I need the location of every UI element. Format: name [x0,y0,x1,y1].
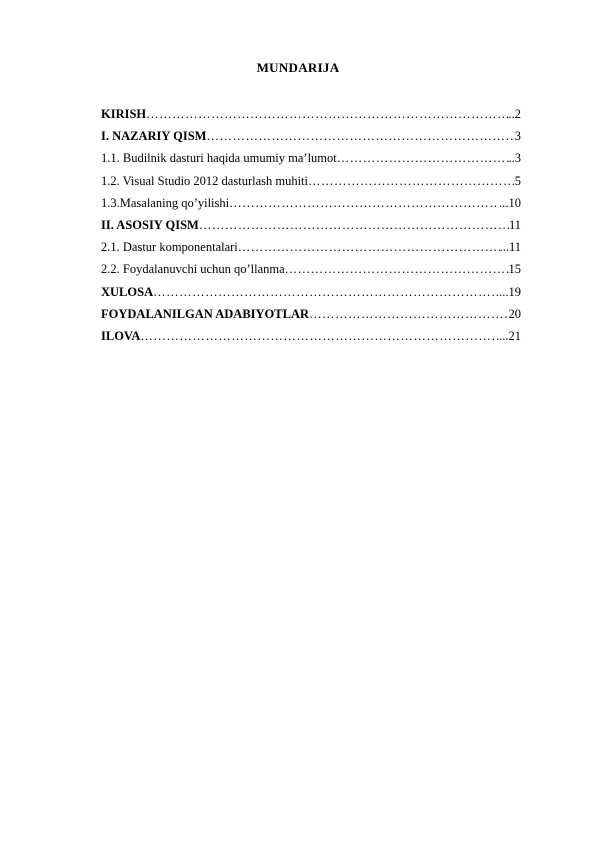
toc-leader-dots [153,281,499,303]
toc-entry-page: ...21 [499,328,521,343]
toc-leader-dots [146,103,508,125]
toc-entry-page: ...11 [499,240,521,255]
toc-entry-page: 20 [508,306,521,321]
toc-entry [101,125,521,147]
toc-leader-dots [206,125,514,147]
toc-leader-dots [309,303,508,325]
table-of-contents [101,103,521,347]
toc-entry-label: KIRISH [101,107,147,121]
toc-entry-page: 3 [514,129,521,144]
toc-entry-label: 2.2. Foydalanuvchi uchun qo’llanma [101,262,285,277]
toc-leader-dots [337,147,509,169]
toc-entry-page: 11 [508,217,521,232]
toc-entry-page: ...10 [499,195,521,210]
toc-entry-label: 1.1. Budilnik dasturi haqida umumiy ma’lumot [101,151,337,166]
toc-entry [101,170,521,192]
toc-entry [101,303,521,325]
toc-entry-page: 15 [508,262,521,277]
toc-entry [101,325,521,347]
toc-leader-dots [308,170,515,192]
toc-entry-label: XULOSA [101,284,154,299]
toc-entry [101,214,521,236]
toc-entry-label: II. ASOSIY QISM [101,217,199,232]
toc-leader-dots [229,192,499,214]
toc-entry-label: 1.2. Visual Studio 2012 dasturlash muhiti [101,173,309,188]
toc-entry [101,281,521,303]
toc-entry [101,147,521,169]
toc-entry-page: ...19 [499,284,521,299]
toc-leader-dots [238,236,500,258]
toc-entry-label: 1.3.Masalaning qo’yilishi [101,195,230,210]
toc-entry-label: FOYDALANILGAN ADABIYOTLAR [101,306,310,321]
toc-entry-label: I. NAZARIY QISM [101,129,207,144]
toc-entry [101,258,521,280]
toc-entry [101,103,521,125]
toc-entry-page: ..3 [508,151,521,166]
page-title: MUNDARIJA [256,60,340,75]
toc-entry-page: 5 [514,173,521,188]
toc-leader-dots [140,325,499,347]
toc-entry-label: ILOVA [101,328,141,343]
toc-entry-label: 2.1. Dastur komponentalari [101,240,238,255]
toc-leader-dots [285,258,509,280]
toc-entry [101,192,521,214]
toc-entry-page: ..2 [508,107,521,121]
toc-entry [101,236,521,258]
toc-leader-dots [199,214,509,236]
